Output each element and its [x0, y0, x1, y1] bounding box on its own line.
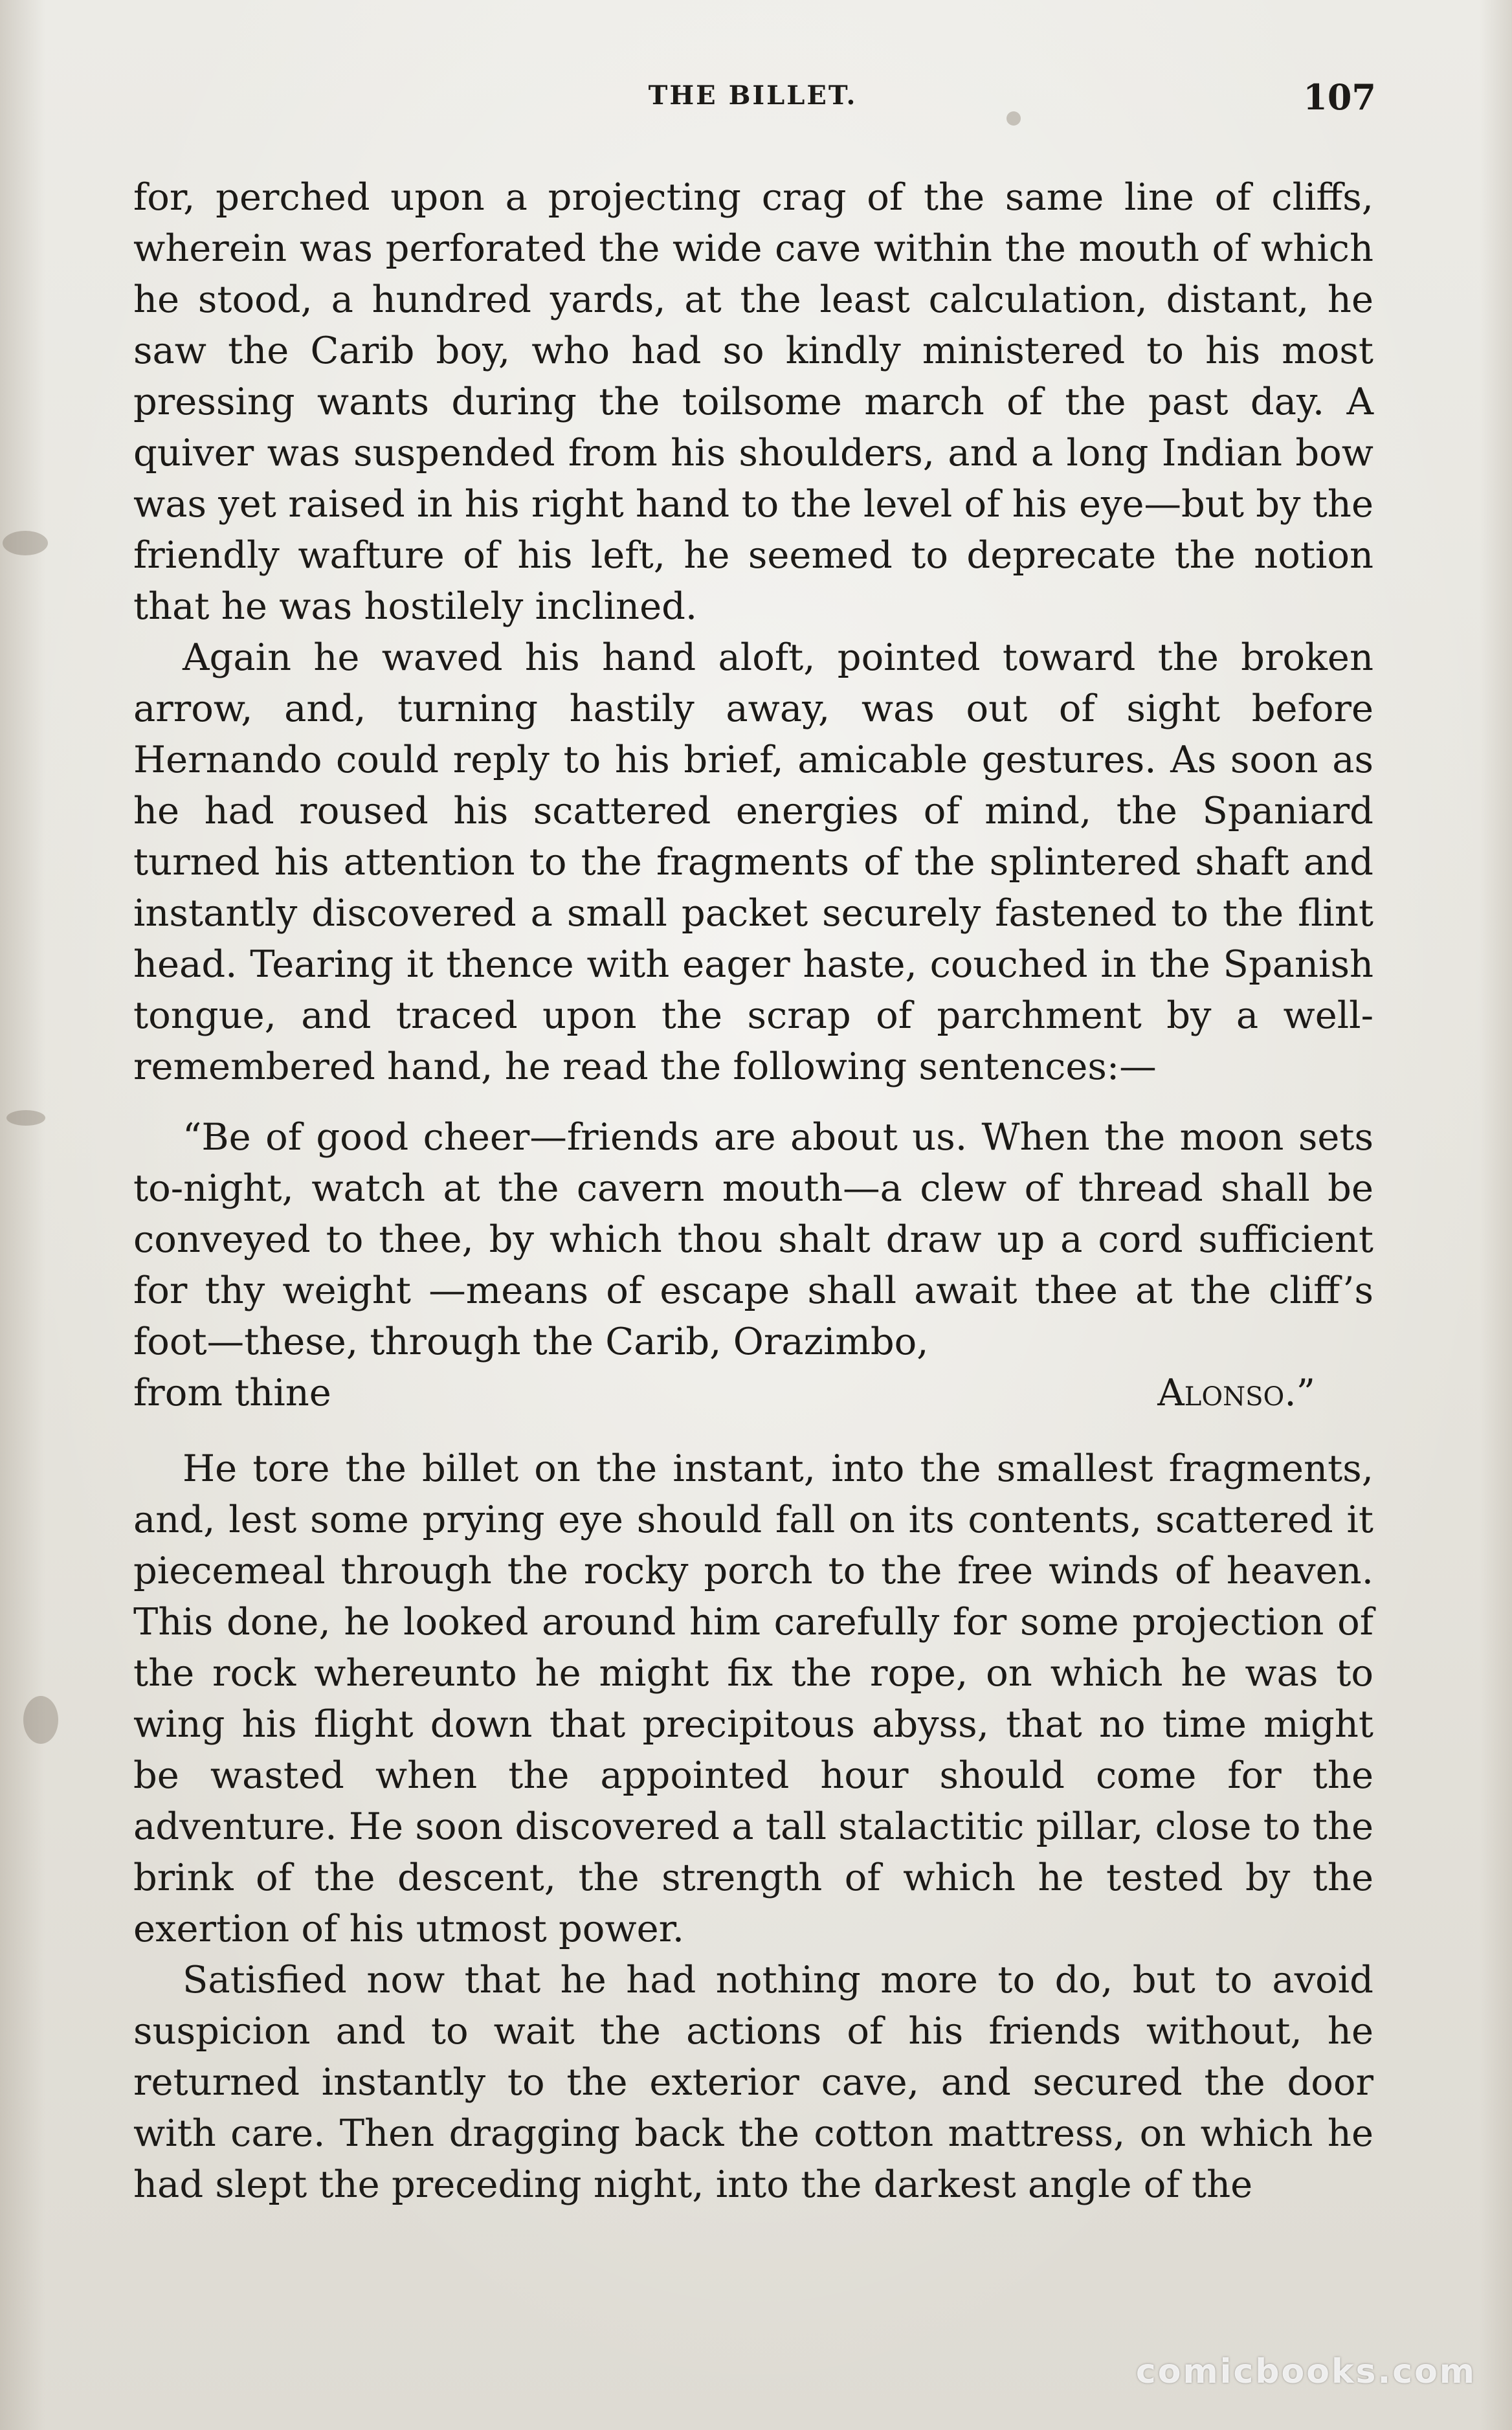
- letter-closing: from thine: [133, 1371, 331, 1414]
- quoted-letter: [133, 1111, 1373, 1418]
- page-stain: [3, 531, 48, 555]
- body-text: [133, 172, 1373, 2210]
- letter-signature: Alonso.”: [1157, 1371, 1315, 1414]
- page-edge-shadow-left: [0, 0, 45, 2430]
- paragraph: He tore the billet on the instant, into the smallest fragments, and, lest some prying eye should fall on its contents, scattered it piecemeal through the rocky porch to the free winds of heaven. This done, he looked around him carefully for some projection of the rock whereunto he might fix the rope, on which he was to wing his flight down that precipitous abyss, that no time might be wasted when the appointed hour should come for the adventure. He soon discovered a tall stalactitic pillar, close to the brink of the descent, the strength of which he tested by the exertion of his utmost power.: [133, 1447, 1373, 1950]
- page-stain: [6, 1110, 45, 1126]
- page-edge-shadow-right: [1480, 0, 1512, 2430]
- page-number: 107: [1303, 76, 1376, 118]
- paragraph: Again he waved his hand aloft, pointed toward the broken arrow, and, turning hastily away, was out of sight before Hernando could reply to his brief, amicable gestures. As soon as he had roused his scattered energies of mind, the Spaniard turned his attention to the fragments of the splintered shaft and instantly discovered a small packet securely fastened to the flint head. Tearing it thence with eager haste, couched in the Spanish tongue, and traced upon the scrap of parchment by a well-remembered hand, he read the following sentences:—: [133, 636, 1373, 1088]
- running-title: THE BILLET.: [648, 80, 858, 111]
- running-header: [129, 76, 1376, 118]
- page-stain: [23, 1696, 58, 1744]
- watermark: comicbooks.com: [1135, 2352, 1476, 2391]
- paragraph: for, perched upon a projecting crag of the same line of cliffs, wherein was perforated the wide cave within the mouth of which he stood, a hundred yards, at the least calculation, distant, he saw the Carib boy, who had so kindly ministered to his most pressing wants during the toilsome march of the past day. A quiver was suspended from his shoulders, and a long Indian bow was yet raised in his right hand to the level of his eye—but by the friendly wafture of his left, he seemed to deprecate the notion that he was hostilely inclined.: [133, 175, 1373, 628]
- letter-signature-line: [133, 1367, 1373, 1418]
- paragraph: Satisfied now that he had nothing more to do, but to avoid suspicion and to wait the actions of his friends without, he returned instantly to the exterior cave, and secured the door with care. Then dragging back the cotton mattress, on which he had slept the preceding night, into the darkest angle of the: [133, 1958, 1373, 2206]
- letter-body: “Be of good cheer—friends are about us. When the moon sets to-night, watch at the cavern mouth—a clew of thread shall be conveyed to thee, by which thou shalt draw up a cord sufficient for thy weight —means of escape shall await thee at the cliff’s foot—these, through the Carib, Orazimbo,: [133, 1115, 1373, 1363]
